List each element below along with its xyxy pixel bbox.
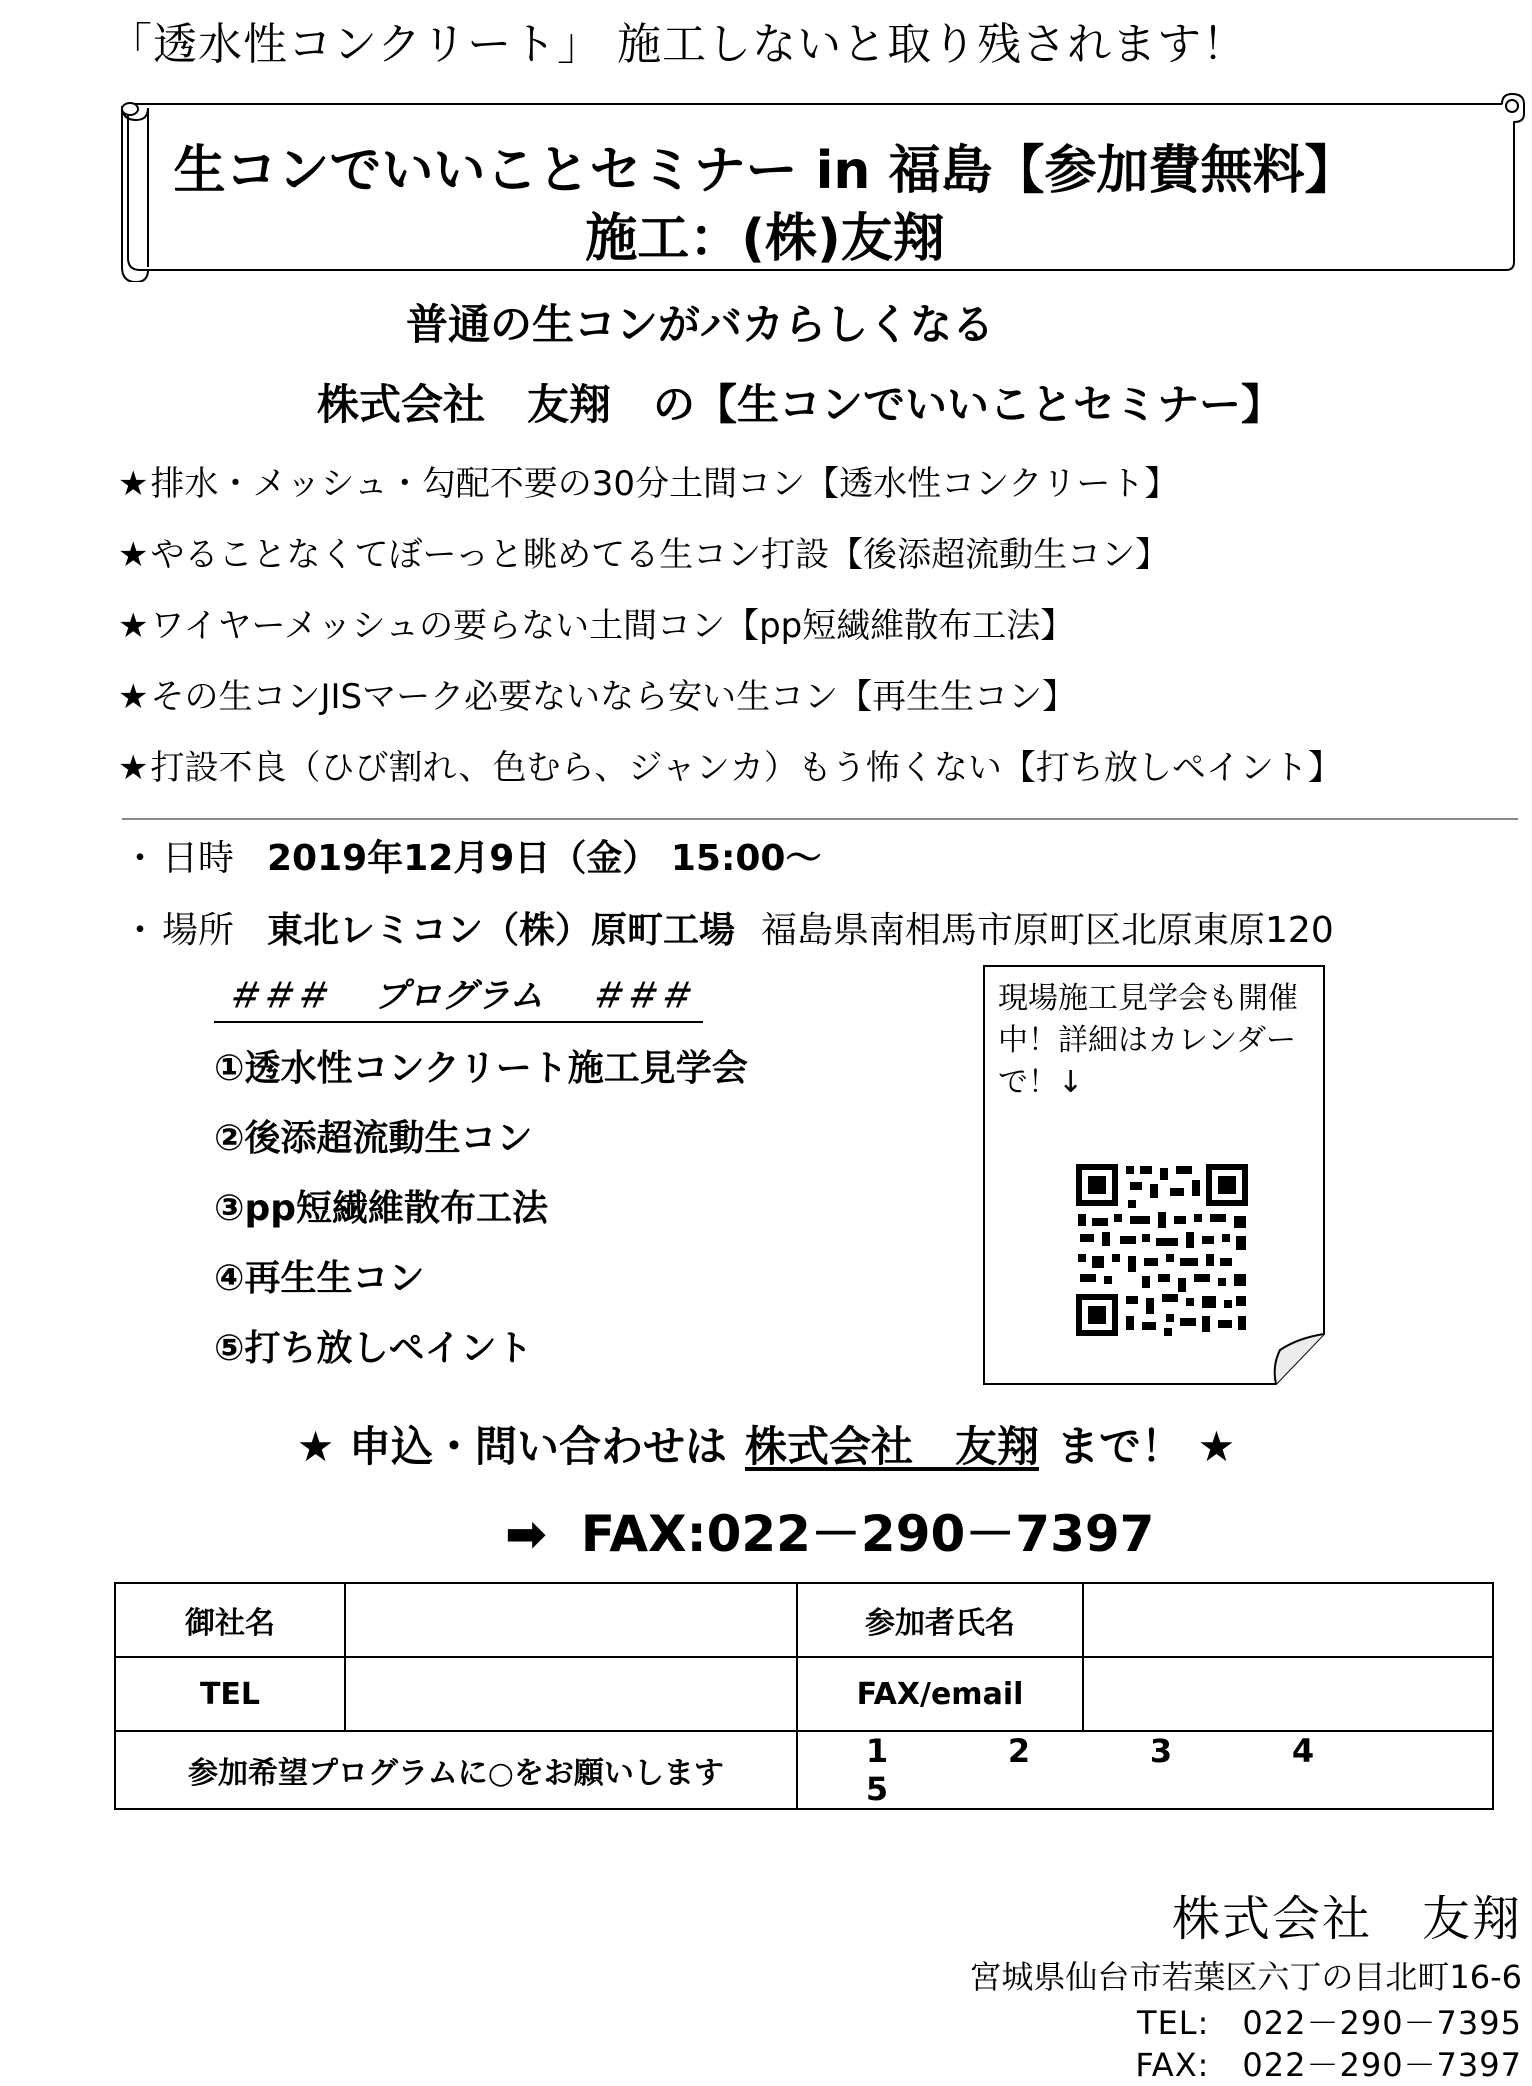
program-option-1[interactable]: 1 — [865, 1732, 889, 1770]
participant-name-field[interactable] — [1083, 1583, 1493, 1657]
site-tour-note: 現場施工見学会も開催中！詳細はカレンダーで！↓ — [998, 981, 1298, 1100]
footer-tel: TEL: 022－290－7395 — [1137, 2004, 1522, 2042]
program-option-5[interactable]: 5 — [865, 1770, 889, 1808]
company-name-field[interactable] — [345, 1583, 797, 1657]
star-icon: ★ — [118, 748, 149, 788]
feature-text: 打設不良（ひび割れ、色むら、ジャンカ）もう怖くない【打ち放しペイント】 — [150, 748, 1342, 788]
fax-email-field[interactable] — [1083, 1657, 1493, 1731]
star-icon: ★ — [1197, 1422, 1236, 1471]
form-row — [115, 1583, 1493, 1657]
venue-row — [122, 902, 1334, 953]
datetime-value: 2019年12月9日（金） 15:00～ — [267, 838, 822, 879]
program-option-2[interactable]: 2 — [1007, 1732, 1031, 1770]
contact-suffix: まで！ — [1057, 1422, 1184, 1471]
fax-number: FAX:022－290－7397 — [580, 1505, 1155, 1563]
company-seminar-heading: 株式会社 友翔 の【生コンでいいことセミナー】 — [316, 380, 1283, 429]
footer-fax: FAX: 022－290－7397 — [1135, 2046, 1522, 2084]
program-option-4[interactable]: 4 — [1291, 1732, 1315, 1770]
contact-line — [0, 1414, 1532, 1474]
divider — [122, 818, 1518, 820]
seminar-organizer: 施工：(株)友翔 — [585, 209, 945, 269]
venue-label: 場所 — [162, 910, 235, 951]
datetime-label: 日時 — [162, 838, 235, 879]
form-row — [115, 1731, 1493, 1809]
feature-text: やることなくてぼーっと眺めてる生コン打設【後添超流動生コン】 — [150, 535, 1170, 575]
star-icon: ★ — [118, 464, 149, 504]
program-option-3[interactable]: 3 — [1149, 1732, 1173, 1770]
program-options — [797, 1731, 1493, 1809]
feature-text: その生コンJISマーク必要ないなら安い生コン【再生生コン】 — [150, 677, 1077, 717]
footer-company-name: 株式会社 友翔 — [1171, 1891, 1522, 1947]
form-row — [115, 1657, 1493, 1731]
arrow-right-icon: ➡ — [505, 1505, 547, 1563]
program-item: ①透水性コンクリート施工見学会 — [214, 1048, 748, 1089]
tagline: 「透水性コンクリート」 施工しないと取り残されます！ — [108, 19, 1248, 70]
company-label: 御社名 — [115, 1583, 345, 1657]
program-select-label: 参加希望プログラムに○をお願いします — [115, 1731, 797, 1809]
program-item: ④再生生コン — [214, 1258, 425, 1299]
program-heading: ＃＃＃ プログラム ＃＃＃ — [214, 968, 703, 1023]
footer-address: 宮城県仙台市若葉区六丁の目北町16-6 — [969, 1958, 1522, 1996]
tel-label: TEL — [115, 1657, 345, 1731]
intro-heading: 普通の生コンがバカらしくなる — [405, 300, 994, 349]
datetime-row — [122, 830, 847, 881]
feature-item — [118, 456, 1178, 505]
contact-company: 株式会社 友翔 — [744, 1422, 1039, 1471]
application-form — [114, 1582, 1494, 1810]
qr-code-icon — [1072, 1160, 1252, 1340]
star-icon: ★ — [118, 677, 149, 717]
star-icon: ★ — [118, 535, 149, 575]
bullet: ・ — [122, 838, 159, 879]
tel-field[interactable] — [345, 1657, 797, 1731]
bullet: ・ — [122, 910, 159, 951]
venue-address: 福島県南相馬市原町区北原東原120 — [761, 910, 1334, 951]
fax-line — [505, 1494, 1154, 1566]
program-item: ③pp短繊維散布工法 — [214, 1188, 549, 1229]
feature-item — [118, 527, 1169, 576]
star-icon: ★ — [296, 1422, 335, 1471]
feature-text: 排水・メッシュ・勾配不要の30分土間コン【透水性コンクリート】 — [150, 464, 1179, 504]
feature-item — [118, 740, 1342, 789]
program-item: ⑤打ち放しペイント — [214, 1328, 533, 1369]
feature-text: ワイヤーメッシュの要らない土間コン【pp短繊維散布工法】 — [150, 606, 1075, 646]
contact-prefix: 申込・問い合わせは — [348, 1422, 727, 1471]
venue-name: 東北レミコン（株）原町工場 — [267, 910, 736, 951]
participant-label: 参加者氏名 — [797, 1583, 1083, 1657]
program-item: ②後添超流動生コン — [214, 1118, 533, 1159]
feature-item — [118, 669, 1076, 718]
seminar-title: 生コンでいいことセミナー in 福島【参加費無料】 — [173, 141, 1357, 201]
feature-item — [118, 598, 1074, 647]
fax-email-label: FAX/email — [797, 1657, 1083, 1731]
star-icon: ★ — [118, 606, 149, 646]
